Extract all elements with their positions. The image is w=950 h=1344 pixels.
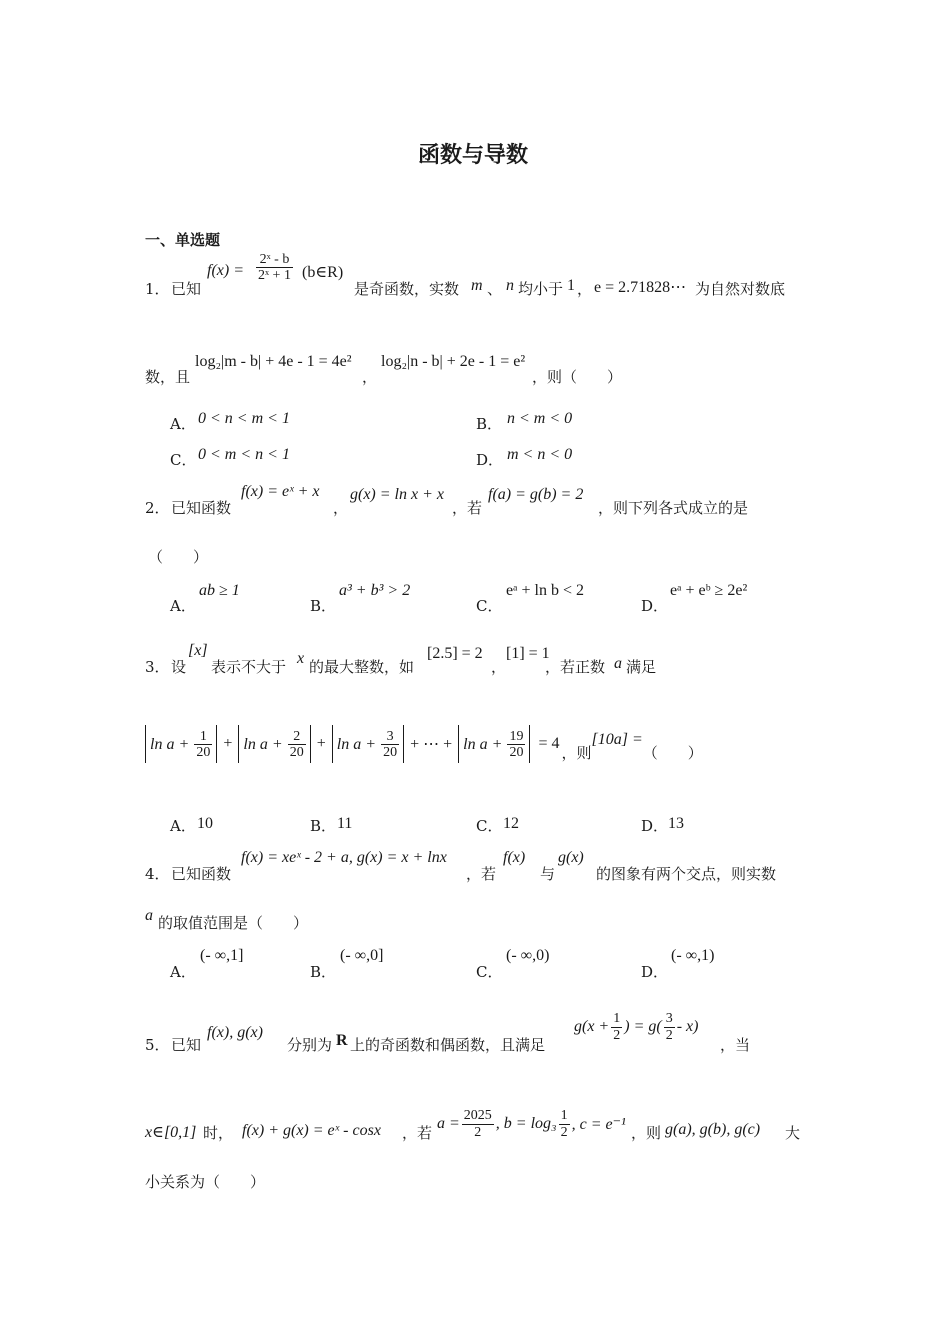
q5-number: 5．	[145, 1036, 170, 1054]
q1-frac-num: 2ˣ - b	[256, 252, 293, 268]
q3-option-c: 12	[503, 815, 519, 832]
q5-text5: ，若	[402, 1124, 433, 1142]
q1-fraction	[256, 252, 293, 284]
q4-option-d-label: D．	[641, 963, 669, 981]
q3-equation: ln a + $\frac{1}{20}$ + ln a + $\frac{2}{20}$ + ln a + $\frac{3}{20}$ + ⋯ + ln a + $\frac{19}{20}$ = 4 ，则 [10a] = （ ）	[145, 725, 703, 763]
q3-x: x	[297, 650, 305, 667]
q3-text1: 表示不大于	[211, 658, 287, 676]
q2-comma2: ，若	[452, 499, 483, 517]
q1-line2-b: ，则（ ）	[532, 368, 623, 386]
q2-option-a: ab ≥ 1	[199, 582, 240, 599]
q3-a: a	[614, 655, 622, 672]
q3-option-d: 13	[668, 815, 684, 832]
q1-comma: ，	[362, 368, 378, 386]
q5-gs: g(a), g(b), g(c)	[665, 1121, 761, 1138]
q3-term-1: ln a + $\frac{1}{20}$	[145, 725, 217, 763]
q4-a: a	[145, 907, 153, 924]
q4-lead: 已知函数	[171, 865, 232, 883]
q3-option-b-label: B．	[310, 817, 337, 835]
q4-option-c-label: C．	[476, 963, 503, 981]
q3-text3: ，若正数	[545, 658, 606, 676]
q5-text3: ，当	[720, 1036, 751, 1054]
q1-eq2: log₂|n - b| + 2e - 1 = e²	[381, 353, 526, 370]
q3-option-a-label: A．	[170, 817, 196, 835]
q5-line3: 小关系为（ ）	[145, 1173, 266, 1191]
q3-comma: ，	[491, 658, 507, 676]
q3-option-b: 11	[337, 815, 353, 832]
q5-sum: f(x) + g(x) = eˣ - cosx	[242, 1122, 381, 1139]
q2-tail: ，则下列各式成立的是	[598, 499, 749, 517]
q1-m: m	[471, 277, 483, 294]
q5-text7: 大	[785, 1124, 801, 1142]
q1-one: 1	[567, 277, 575, 294]
q4-text3: 的图象有两个交点，则实数	[596, 865, 777, 883]
q3-text4: 满足	[626, 658, 657, 676]
q3-bracket-x: [x]	[188, 642, 208, 659]
q1-option-d-label: D．	[476, 451, 504, 469]
q1-eq1: log₂|m - b| + 4e - 1 = 4e²	[195, 353, 352, 370]
page-title: 函数与导数	[418, 142, 529, 168]
q4-number: 4．	[145, 865, 170, 883]
q2-option-d-label: D．	[641, 597, 669, 615]
q3-option-a: 10	[197, 815, 213, 832]
q4-option-d: (- ∞,1)	[671, 947, 715, 964]
q4-option-a-label: A．	[170, 963, 196, 981]
q2-option-c-label: C．	[476, 597, 503, 615]
q4-text1: ，若	[466, 865, 497, 883]
q1-frac-den: 2ˣ + 1	[258, 268, 291, 284]
q1-text4: 为自然对数底	[695, 280, 786, 298]
q2-paren: （ ）	[148, 548, 209, 566]
q5-text4: 时，	[203, 1124, 234, 1142]
q1-option-a: 0 < n < m < 1	[198, 410, 290, 427]
q4-funcs: f(x) = xeˣ - 2 + a, g(x) = x + lnx	[241, 849, 447, 866]
q3-example2: [1] = 1	[506, 645, 550, 662]
q3-lead: 设	[171, 658, 187, 676]
q1-option-c-label: C．	[170, 451, 197, 469]
q2-number: 2．	[145, 499, 170, 517]
q4-f: f(x)	[503, 849, 526, 866]
q1-option-b-label: B．	[476, 415, 503, 433]
q1-option-c: 0 < m < n < 1	[198, 446, 290, 463]
q5-fg: f(x), g(x)	[207, 1024, 263, 1041]
q1-option-a-label: A．	[170, 415, 196, 433]
q2-option-b-label: B．	[310, 597, 337, 615]
q3-example1: [2.5] = 2	[427, 645, 483, 662]
q4-option-b: (- ∞,0]	[340, 947, 384, 964]
q1-number: 1．	[145, 280, 170, 298]
q2-comma1: ，	[333, 499, 349, 517]
q2-lead: 已知函数	[171, 499, 232, 517]
q4-option-a: (- ∞,1]	[200, 947, 244, 964]
q2-option-c: eᵃ + ln b < 2	[506, 582, 584, 599]
q2-g: g(x) = ln x + x	[350, 486, 444, 503]
q1-text1: 是奇函数，实数	[354, 280, 460, 298]
q1-func: f(x) =	[207, 262, 244, 279]
q4-text4: 的取值范围是（ ）	[158, 914, 309, 932]
q1-line2-a: 数，且	[145, 368, 191, 386]
q1-sep: 、	[487, 280, 503, 298]
q5-text1: 分别为	[287, 1036, 333, 1054]
q3-term-3: ln a + $\frac{3}{20}$	[332, 725, 404, 763]
q1-option-d: m < n < 0	[507, 446, 573, 463]
q3-option-c-label: C．	[476, 817, 503, 835]
q5-condition: g(x + $\frac{1}{2}$ ) = g( $\frac{3}{2}$ - x)	[574, 1011, 699, 1043]
q3-option-d-label: D．	[641, 817, 669, 835]
q5-domain: x∈[0,1]	[145, 1124, 197, 1141]
q2-option-d: eᵃ + eᵇ ≥ 2e²	[670, 582, 748, 599]
q2-cond: f(a) = g(b) = 2	[488, 486, 584, 503]
q1-cond: (b∈R)	[302, 264, 344, 281]
q3-number: 3．	[145, 658, 170, 676]
q3-term-2: ln a + $\frac{2}{20}$	[238, 725, 310, 763]
q4-option-c: (- ∞,0)	[506, 947, 550, 964]
q4-text2: 与	[540, 865, 556, 883]
q2-f: f(x) = eˣ + x	[241, 483, 320, 500]
q1-text2: 均小于	[518, 280, 564, 298]
q5-lead: 已知	[171, 1036, 202, 1054]
q1-option-b: n < m < 0	[507, 410, 573, 427]
q5-text2: 上的奇函数和偶函数，且满足	[350, 1036, 546, 1054]
q1-lead: 已知	[171, 280, 202, 298]
q5-text6: ，则	[631, 1124, 662, 1142]
q4-option-b-label: B．	[310, 963, 337, 981]
section-heading: 一、单选题	[145, 231, 221, 249]
q3-term-19: ln a + $\frac{19}{20}$	[458, 725, 530, 763]
q2-option-b: a³ + b³ > 2	[339, 582, 411, 599]
q1-text3: ，	[577, 280, 593, 298]
q5-R: R	[336, 1032, 348, 1049]
q5-values: a = $\frac{2025}{2}$ , b = log₃ $\frac{1}{2}$ , c = e⁻¹	[437, 1108, 626, 1140]
q1-n: n	[506, 277, 514, 294]
q2-option-a-label: A．	[170, 597, 196, 615]
q1-e-value: e = 2.71828⋯	[594, 279, 687, 296]
q4-g: g(x)	[558, 849, 584, 866]
q3-text2: 的最大整数，如	[309, 658, 415, 676]
